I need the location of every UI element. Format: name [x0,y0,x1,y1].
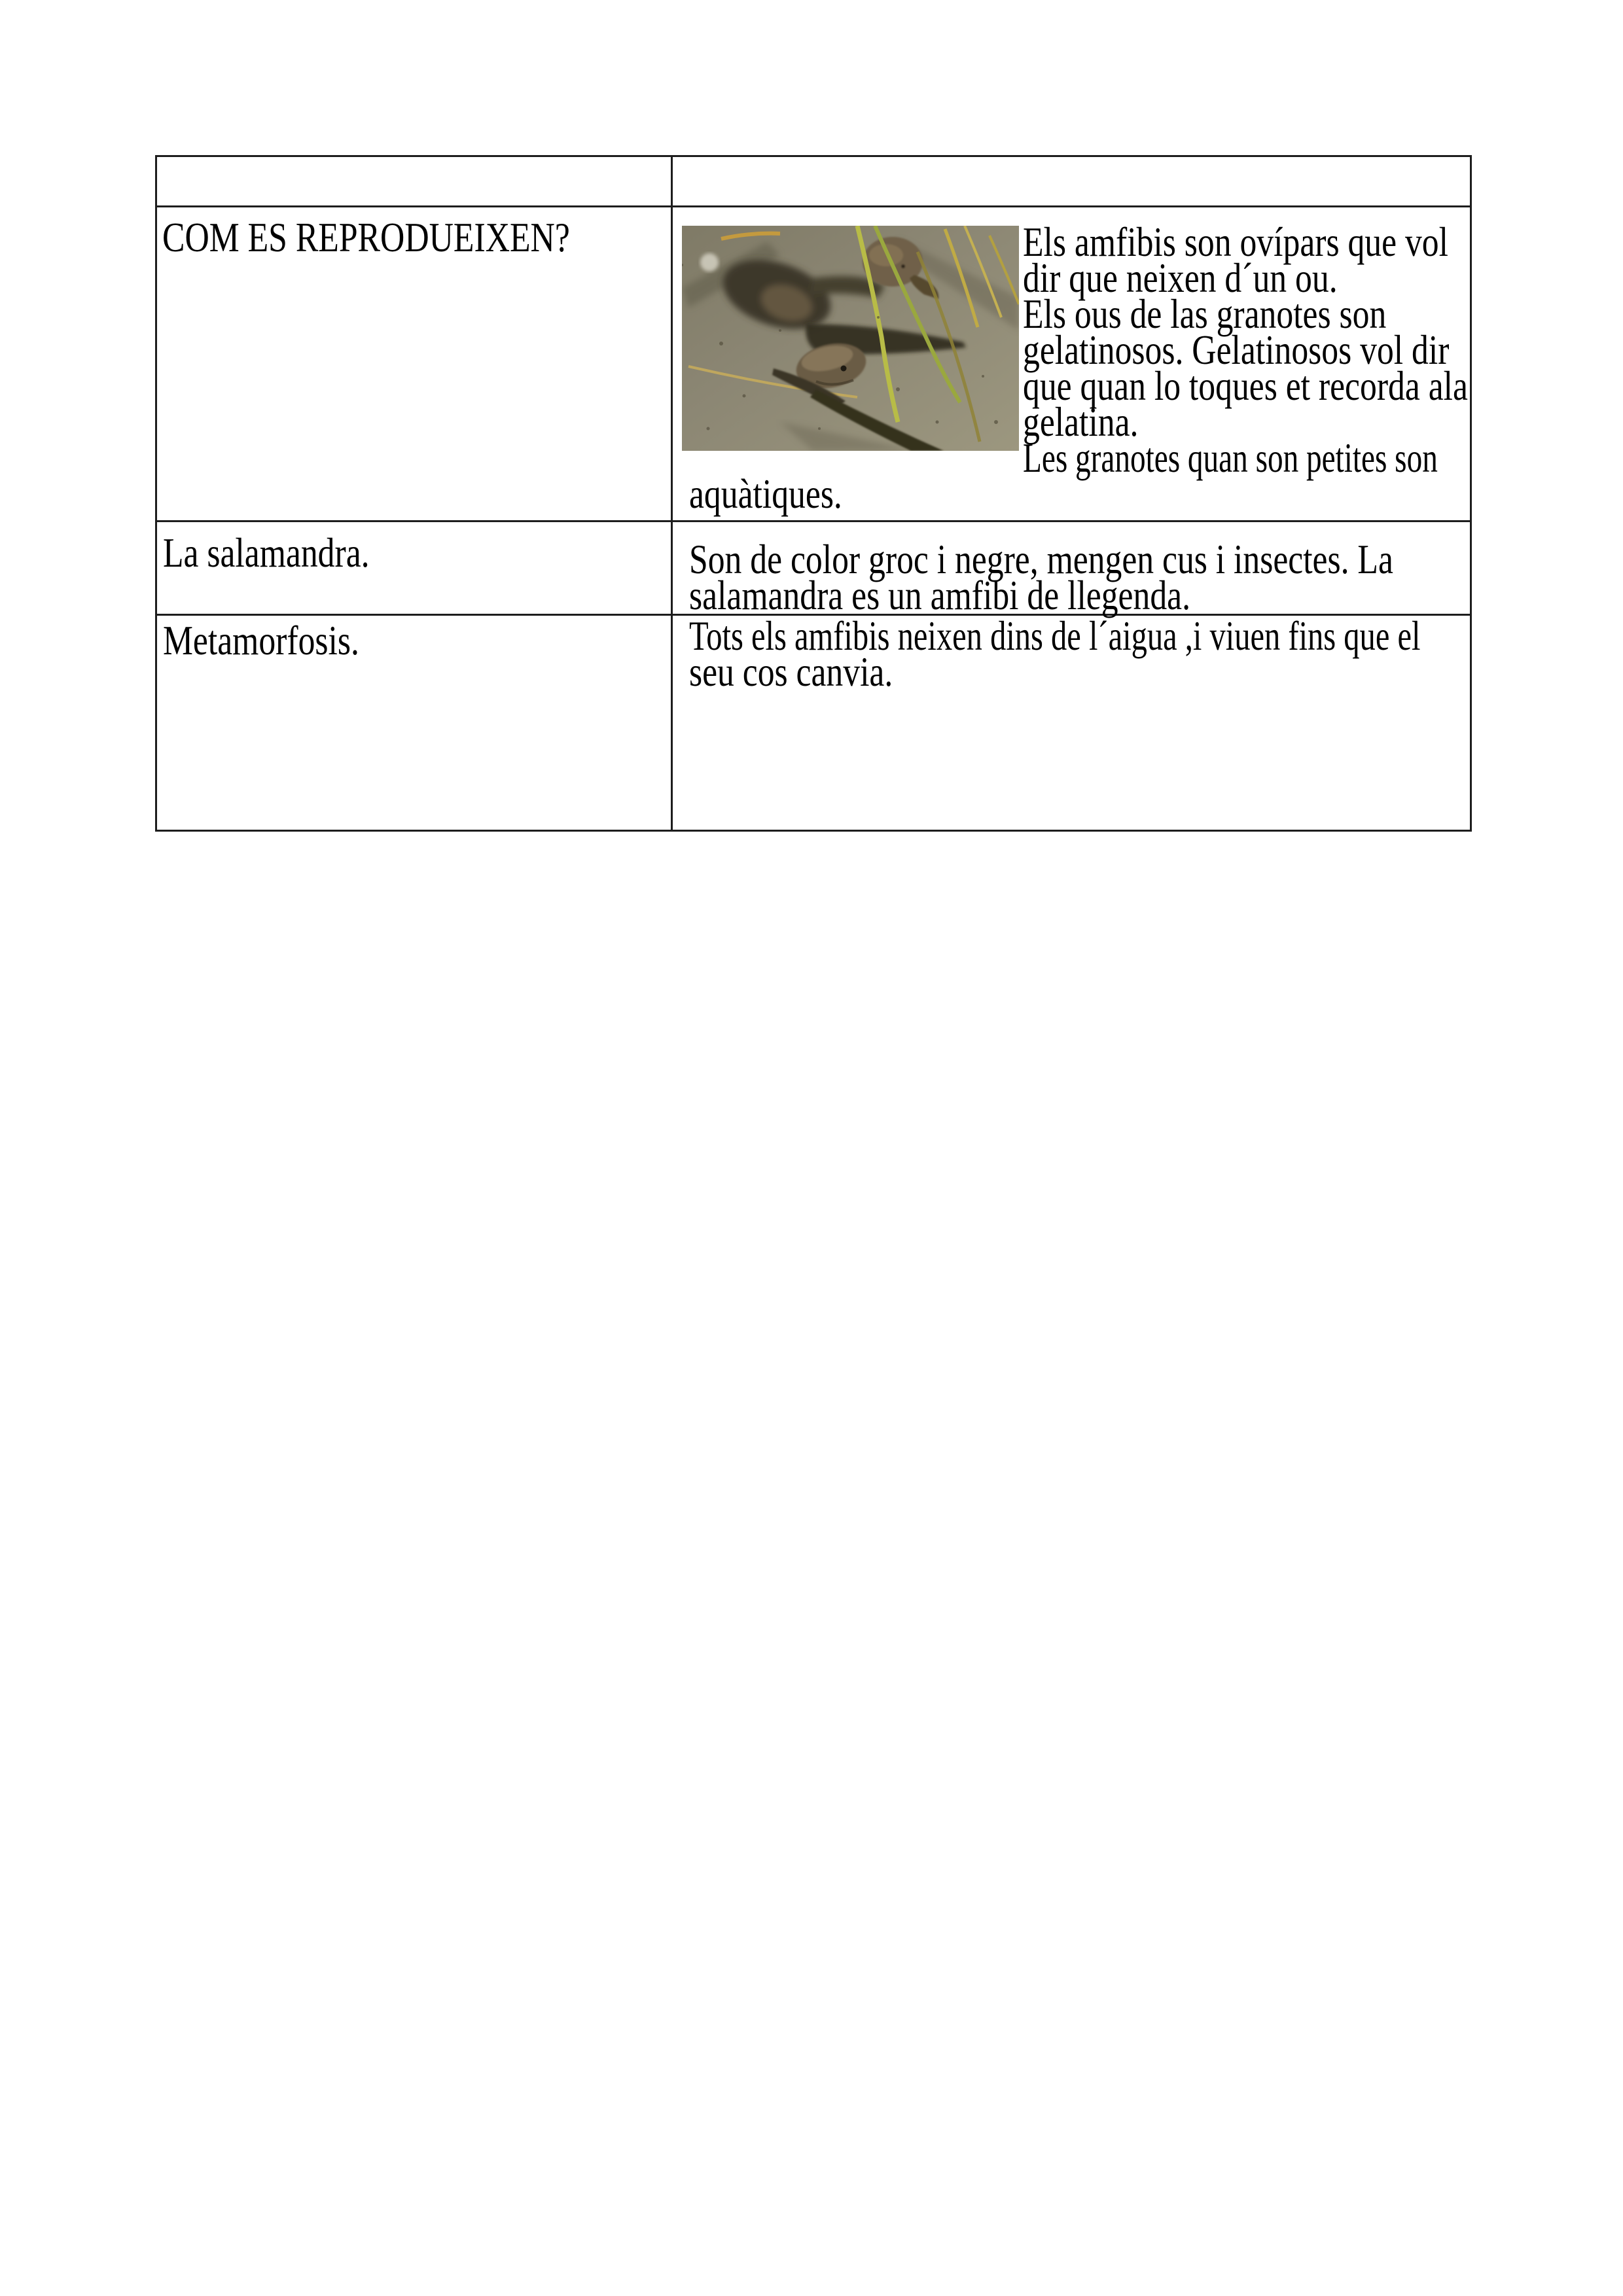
reproduction-text-below-photo: aquàtiques. [689,471,842,517]
reproduction-text-line: gelatinosos. Gelatinosos vol dir [1023,327,1450,373]
reproduction-text-line: Les granotes quan son petites son [1023,435,1438,481]
row-title-salamandra: La salamandra. [163,530,370,576]
row-title-metamorfosis: Metamorfosis. [163,618,359,663]
tadpoles-photo [682,226,1019,451]
table-border-left [155,155,157,832]
photo-highlight-spot [700,253,719,272]
salamandra-text-line: Son de color groc i negre, mengen cus i insectes. La [689,537,1393,582]
table-column-divider [671,155,673,832]
reproduction-text-line: que quan lo toques et recorda ala [1023,363,1468,409]
table-row-divider-2 [155,520,1472,522]
salamandra-text-line: salamandra es un amfibi de llegenda. [689,573,1191,618]
table-border-bottom [155,830,1472,832]
table-border-right [1470,155,1472,832]
row-title-reproduction: COM ES REPRODUEIXEN? [162,215,570,260]
table-border-top [155,155,1472,157]
metamorfosis-text-line: seu cos canvia. [689,649,893,695]
reproduction-text-line: Els amfibis son ovípars que vol [1023,219,1448,265]
metamorfosis-text-line: Tots els amfibis neixen dins de l´aigua ,i viuen fins que el [689,613,1421,659]
table-row-divider-1 [155,205,1472,207]
reproduction-text-line: dir que neixen d´un ou. [1023,255,1338,301]
reproduction-text-line: gelatina. [1023,399,1139,445]
reproduction-text-line: Els ous de las granotes son [1023,291,1387,337]
